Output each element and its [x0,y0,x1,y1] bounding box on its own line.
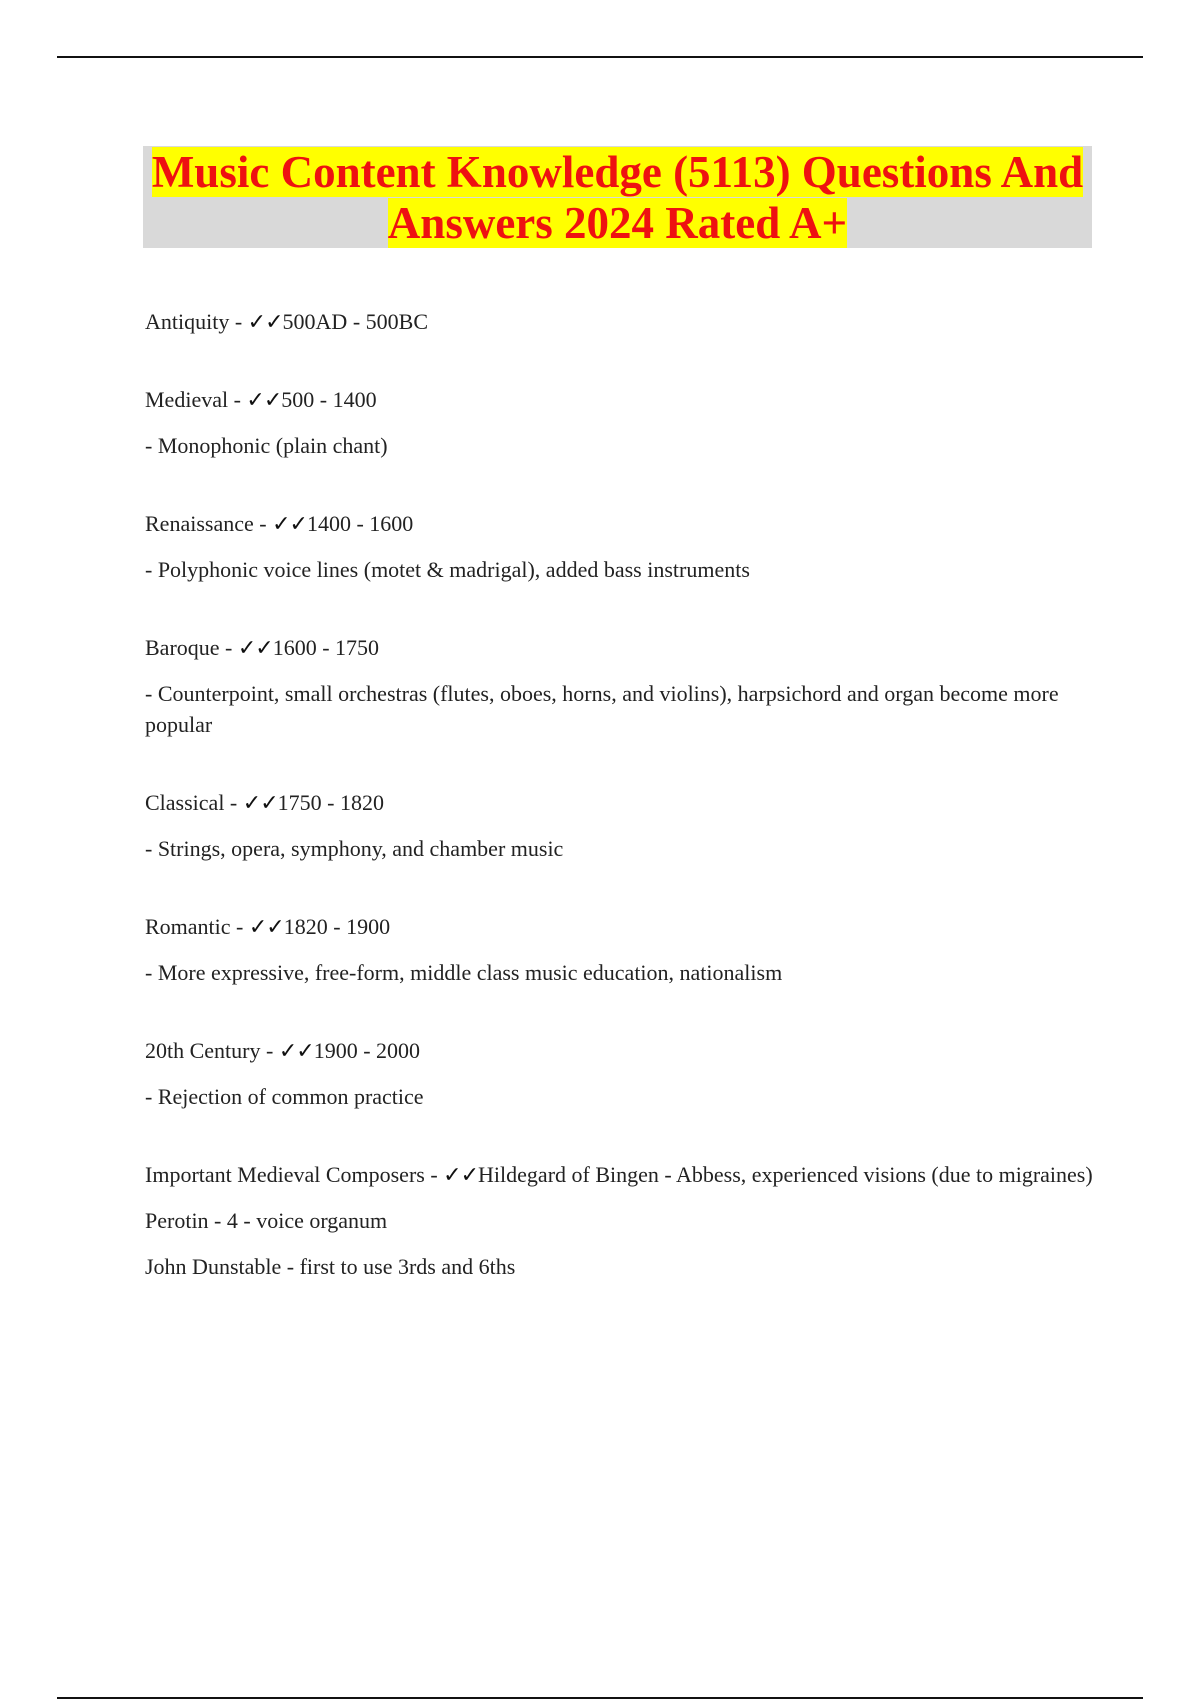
qa-item-medieval-composers [145,1159,1095,1282]
question-line [145,1159,1095,1190]
qa-item-renaissance [145,508,1095,585]
answer-text: 500AD - 500BC [282,309,428,334]
question-term: Classical - [145,790,243,815]
answer-text: 1600 - 1750 [272,635,380,660]
answer-detail: - Strings, opera, symphony, and chamber music [145,836,564,861]
check-mark-icon: ✓✓ [278,1038,314,1063]
qa-item-antiquity [145,306,1095,337]
qa-list [145,306,1095,1329]
check-mark-icon: ✓✓ [237,635,273,660]
answer-text: Hildegard of Bingen - Abbess, experienced visions (due to migraines) [478,1162,1093,1187]
question-term: Antiquity - [145,309,248,334]
qa-item-baroque [145,632,1095,740]
question-term: Medieval - [145,387,247,412]
answer-detail: - Counterpoint, small orchestras (flutes, oboes, horns, and violins), harpsichord and organ become more popular [145,681,1059,737]
title-banner [143,146,1092,248]
check-mark-icon: ✓✓ [242,790,278,815]
check-mark-icon: ✓✓ [246,387,282,412]
check-mark-icon: ✓✓ [272,511,307,536]
qa-item-classical [145,787,1095,864]
question-line [145,508,1095,539]
top-rule [57,56,1143,58]
title-line-1: Music Content Knowledge (5113) Questions And [151,147,1084,197]
question-line [145,632,1095,663]
title-line-2: Answers 2024 Rated A+ [387,198,848,248]
answer-text: 1900 - 2000 [313,1038,421,1063]
check-mark-icon: ✓✓ [443,1162,479,1187]
question-term: Romantic - [145,914,249,939]
check-mark-icon: ✓✓ [248,914,284,939]
qa-item-20th-century [145,1035,1095,1112]
answer-detail: - Polyphonic voice lines (motet & madrigal), added bass instruments [145,557,750,582]
answer-text: 500 - 1400 [281,387,377,412]
check-mark-icon: ✓✓ [247,309,283,334]
answer-text: 1750 - 1820 [277,790,384,815]
question-line [145,787,1095,818]
qa-item-medieval [145,384,1095,461]
answer-text: 1400 - 1600 [306,511,414,536]
answer-text: 1820 - 1900 [283,914,391,939]
question-term: Renaissance - [145,511,273,536]
answer-detail: Perotin - 4 - voice organum [145,1208,388,1233]
answer-detail: - Monophonic (plain chant) [145,433,388,458]
qa-item-romantic [145,911,1095,988]
document-title [143,146,1092,249]
answer-detail: - Rejection of common practice [145,1084,424,1109]
question-term: 20th Century - [145,1038,279,1063]
answer-detail: John Dunstable - first to use 3rds and 6ths [145,1254,516,1279]
question-line [145,1035,1095,1066]
question-line [145,384,1095,415]
bottom-rule [57,1697,1143,1699]
question-line [145,306,1095,337]
question-term: Important Medieval Composers - [145,1162,444,1187]
question-line [145,911,1095,942]
answer-detail: - More expressive, free-form, middle class music education, nationalism [145,960,783,985]
question-term: Baroque - [145,635,238,660]
